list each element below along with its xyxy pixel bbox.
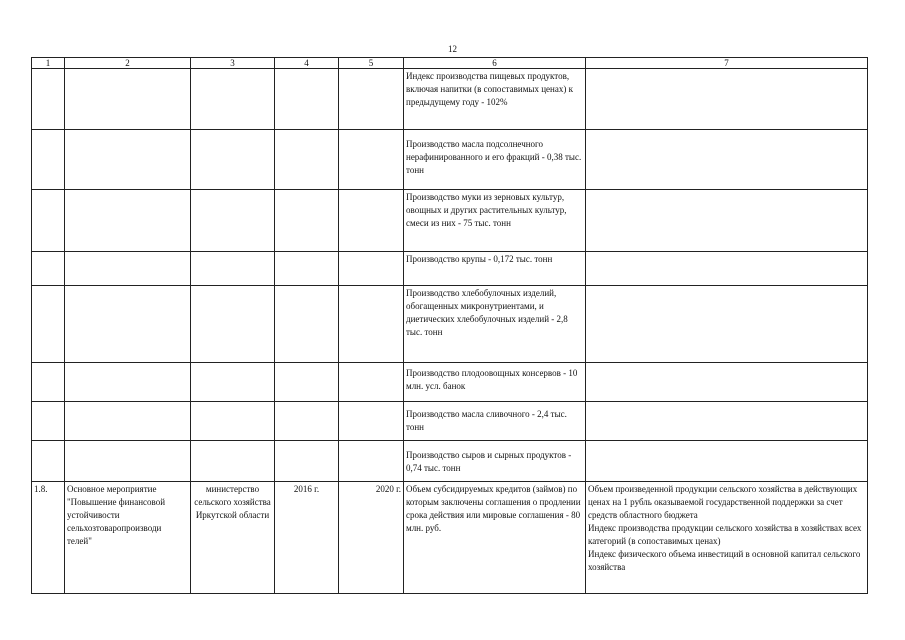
executor: министерство сельского хозяйства Иркутской области <box>191 482 275 594</box>
indicator-cell: Индекс производства пищевых продуктов, включая напитки (в сопоставимых ценах) к предыдущему году - 102% <box>404 69 586 130</box>
table-row <box>32 441 868 482</box>
table-row <box>32 69 868 130</box>
column-header: 1 <box>32 58 65 69</box>
column-header: 4 <box>275 58 339 69</box>
table-row <box>32 130 868 190</box>
target-item: Индекс физического объема инвестиций в основной капитал сельского хозяйства <box>588 549 861 572</box>
table-row <box>32 252 868 286</box>
page-number: 12 <box>448 44 457 54</box>
target-item: Объем произведенной продукции сельского хозяйства в действующих ценах на 1 рубль оказываемой государственной поддержки за счет средств областного бюджета <box>588 484 858 520</box>
activity-name: Основное мероприятие "Повышение финансовой устойчивости сельхозтоваропроизводи телей" <box>65 482 191 594</box>
indicator-cell: Производство муки из зерновых культур, овощных и других растительных культур, смеси из них - 75 тыс. тонн <box>404 190 586 252</box>
indicator-cell: Производство плодоовощных консервов - 10 млн. усл. банок <box>404 363 586 402</box>
column-header: 5 <box>339 58 404 69</box>
target-indicators <box>586 482 868 594</box>
indicator-cell: Объем субсидируемых кредитов (займов) по которым заключены соглашения о продлении срока действия или мировые соглашения - 80 млн. руб. <box>404 482 586 594</box>
table-row <box>32 402 868 441</box>
table-row <box>32 363 868 402</box>
indicator-cell: Производство масла сливочного - 2,4 тыс. тонн <box>404 402 586 441</box>
program-table <box>31 57 868 594</box>
indicator-cell: Производство масла подсолнечного нерафинированного и его фракций - 0,38 тыс. тонн <box>404 130 586 190</box>
column-header: 2 <box>65 58 191 69</box>
table-row <box>32 286 868 363</box>
indicator-cell: Производство хлебобулочных изделий, обогащенных микронутриентами, и диетических хлебобулочных изделий - 2,8 тыс. тонн <box>404 286 586 363</box>
indicator-cell: Производство крупы - 0,172 тыс. тонн <box>404 252 586 286</box>
indicator-cell: Производство сыров и сырных продуктов - 0,74 тыс. тонн <box>404 441 586 482</box>
table-row-1-8 <box>32 482 868 594</box>
target-item: Индекс производства продукции сельского хозяйства в хозяйствах всех категорий (в сопоставимых ценах) <box>588 523 862 546</box>
end-year: 2020 г. <box>339 482 404 594</box>
column-header: 7 <box>586 58 868 69</box>
row-number: 1.8. <box>32 482 65 594</box>
column-header: 3 <box>191 58 275 69</box>
table-row <box>32 190 868 252</box>
column-number-row <box>32 58 868 69</box>
start-year: 2016 г. <box>275 482 339 594</box>
column-header: 6 <box>404 58 586 69</box>
